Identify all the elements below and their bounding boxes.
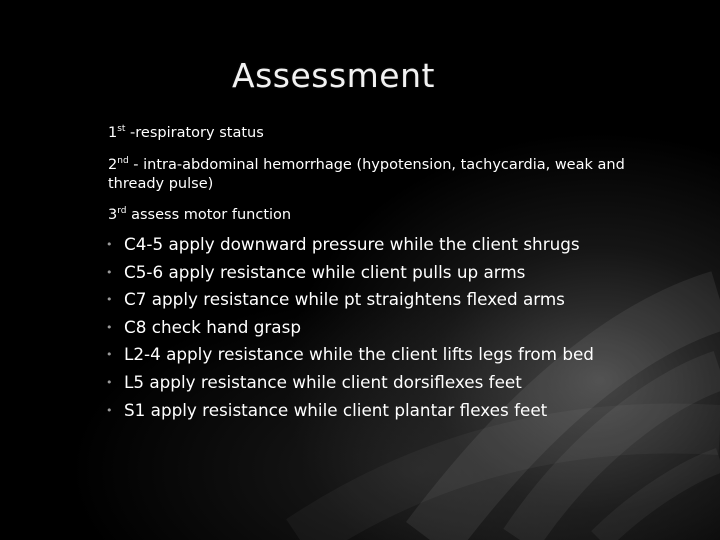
list-item bbox=[104, 369, 664, 397]
list-item-text: L5 apply resistance while client dorsiflexes feet bbox=[124, 371, 522, 392]
line-3-number: 3 bbox=[108, 207, 118, 223]
list-item-text: C5-6 apply resistance while client pulls up arms bbox=[124, 261, 526, 282]
line-3-ordinal: rd bbox=[117, 206, 127, 217]
slide-title: Assessment bbox=[232, 56, 435, 95]
line-1-number: 1 bbox=[108, 125, 118, 141]
list-item-text: C8 check hand grasp bbox=[124, 316, 301, 337]
bullet-icon: • bbox=[106, 265, 113, 279]
line-1-text: -respiratory status bbox=[125, 125, 264, 141]
list-item bbox=[104, 259, 664, 287]
bullet-icon: • bbox=[106, 320, 113, 334]
bullet-icon: • bbox=[106, 238, 113, 251]
assessment-line-3 bbox=[108, 206, 668, 225]
list-item-text: L2-4 apply resistance while the client lifts legs from bed bbox=[124, 344, 594, 365]
bullet-icon: • bbox=[106, 293, 113, 307]
bullet-icon: • bbox=[106, 375, 113, 389]
line-3-text: assess motor function bbox=[126, 207, 292, 223]
list-item bbox=[104, 286, 664, 314]
line-2-number: 2 bbox=[108, 157, 118, 173]
assessment-line-2 bbox=[108, 156, 668, 194]
assessment-line-1 bbox=[108, 124, 668, 143]
list-item bbox=[104, 341, 664, 369]
line-2-text: - intra-abdominal hemorrhage (hypotension, tachycardia, weak and thready pulse) bbox=[108, 157, 625, 192]
list-item-text: C4-5 apply downward pressure while the client shrugs bbox=[124, 234, 580, 254]
list-item bbox=[104, 231, 664, 259]
list-item bbox=[104, 314, 664, 342]
list-item-text: C7 apply resistance while pt straightens flexed arms bbox=[124, 289, 565, 310]
list-item-text: S1 apply resistance while client plantar flexes feet bbox=[124, 399, 548, 420]
line-1-ordinal: st bbox=[117, 124, 126, 135]
motor-function-list bbox=[104, 231, 664, 424]
line-2-ordinal: nd bbox=[117, 156, 129, 167]
bullet-icon: • bbox=[106, 348, 113, 362]
bullet-icon: • bbox=[106, 403, 113, 417]
list-item bbox=[104, 397, 664, 425]
